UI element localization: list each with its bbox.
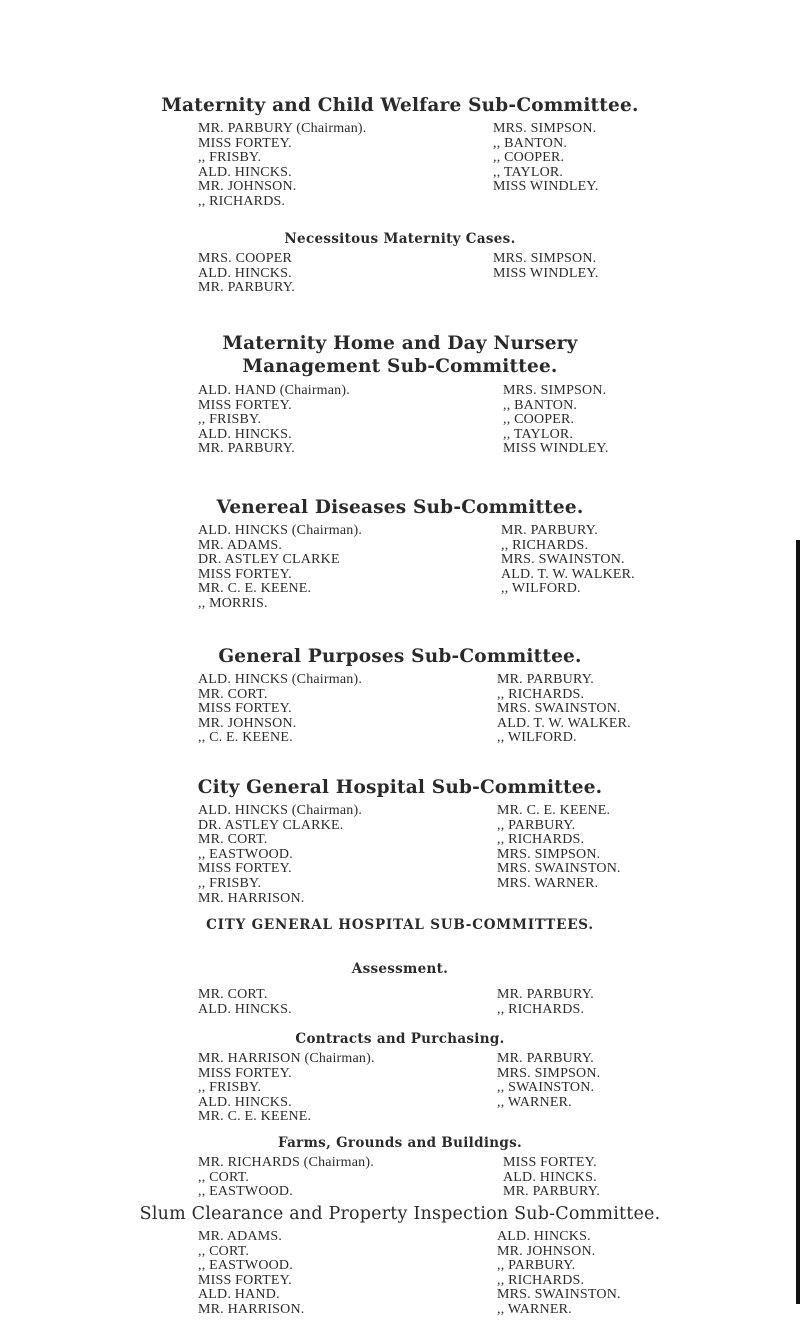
member-name: ,, EASTWOOD.: [198, 846, 293, 862]
member-name: ,, RICHARDS.: [497, 832, 585, 848]
member-name: MR. PARBURY.: [497, 987, 594, 1002]
member-name: ,, TAYLOR.: [503, 426, 574, 442]
member-name: ,, RICHARDS.: [497, 1272, 585, 1288]
member-name: MR. RICHARDS (Chairman).: [198, 1155, 374, 1170]
left-members: [198, 524, 362, 612]
right-members: [503, 384, 609, 457]
member-name: MR. PARBURY (Chairman).: [198, 121, 367, 136]
right-members: [497, 673, 631, 746]
member-name: ,, WILFORD.: [497, 730, 577, 746]
member-name: ALD. HINCKS (Chairman).: [198, 523, 363, 538]
member-name: MR. HARRISON.: [198, 890, 305, 906]
member-name: ,, SWAINSTON.: [497, 1080, 595, 1096]
section-heading: Maternity and Child Welfare Sub-Committee.: [161, 95, 639, 116]
member-name: ALD. HINCKS.: [198, 1001, 292, 1017]
slum-clearance-section: [0, 1202, 800, 1322]
member-name: ALD. HINCKS (Chairman).: [198, 803, 363, 818]
member-name: MR. JOHNSON.: [198, 179, 297, 195]
member-name: MRS. COOPER: [198, 251, 293, 266]
section-heading: General Purposes Sub-Committee.: [218, 646, 582, 667]
member-name: MRS. SWAINSTON.: [501, 552, 625, 568]
member-name: ALD. HAND (Chairman).: [198, 383, 350, 398]
member-columns: [0, 252, 800, 298]
section-heading: Assessment.: [351, 961, 449, 977]
member-columns: [0, 1156, 800, 1202]
maternity-home-section: [0, 332, 800, 460]
member-name: ALD. HINCKS.: [198, 1094, 292, 1110]
member-name: ,, FRISBY.: [198, 150, 262, 166]
member-name: MR. PARBURY.: [497, 672, 594, 687]
right-members: [497, 1230, 621, 1318]
member-name: MR. PARBURY.: [198, 441, 295, 457]
member-name: ,, BANTON.: [503, 397, 578, 413]
member-columns: [0, 804, 800, 910]
member-name: MISS FORTEY.: [198, 1272, 292, 1288]
member-name: ,, CORT.: [198, 1243, 250, 1259]
section-heading: CITY GENERAL HOSPITAL SUB-COMMITTEES.: [206, 917, 594, 933]
member-name: MR. CORT.: [198, 987, 268, 1002]
left-members: [198, 252, 295, 296]
member-name: MISS WINDLEY.: [493, 179, 599, 195]
venereal-diseases-section: [0, 496, 800, 616]
member-columns: [0, 524, 800, 616]
member-name: ,, WARNER.: [497, 1094, 572, 1110]
section-heading: Slum Clearance and Property Inspection Sub-Committee.: [139, 1204, 661, 1224]
member-name: ,, RICHARDS.: [497, 686, 585, 702]
member-name: ,, COOPER.: [503, 412, 575, 428]
necessitous-maternity-section: [0, 230, 800, 298]
member-name: ,, EASTWOOD.: [198, 1258, 293, 1274]
member-name: ,, WILFORD.: [501, 581, 581, 597]
member-name: MRS. SIMPSON.: [493, 121, 597, 136]
member-name: MISS FORTEY.: [198, 566, 292, 582]
member-name: MISS WINDLEY.: [493, 265, 599, 281]
section-heading: Farms, Grounds and Buildings.: [277, 1135, 522, 1151]
member-name: MRS. SIMPSON.: [503, 383, 607, 398]
member-name: MR. PARBURY.: [503, 1184, 600, 1200]
member-name: MRS. SWAINSTON.: [497, 861, 621, 877]
city-general-hospital-subcommittees-heading: [0, 916, 800, 934]
member-columns: [0, 988, 800, 1020]
member-name: MRS. SIMPSON.: [497, 846, 601, 862]
member-name: MR. HARRISON (Chairman).: [198, 1051, 375, 1066]
member-name: ,, PARBURY.: [497, 1258, 576, 1274]
member-columns: [0, 673, 800, 749]
farms-grounds-buildings-section: [0, 1134, 800, 1202]
left-members: [198, 804, 362, 906]
member-name: ,, RICHARDS.: [497, 1001, 585, 1017]
member-name: MRS. SWAINSTON.: [497, 1287, 621, 1303]
member-name: ,, FRISBY.: [198, 412, 262, 428]
member-name: MR. JOHNSON.: [497, 1243, 596, 1259]
member-name: ,, C. E. KEENE.: [198, 730, 293, 746]
member-name: ,, WARNER.: [497, 1301, 572, 1317]
section-heading: Venereal Diseases Sub-Committee.: [216, 497, 584, 518]
right-members: [493, 122, 599, 195]
member-name: ,, PARBURY.: [497, 817, 576, 833]
section-heading: Necessitous Maternity Cases.: [284, 231, 516, 247]
member-name: ,, EASTWOOD.: [198, 1184, 293, 1200]
member-name: ,, FRISBY.: [198, 875, 262, 891]
member-name: MR. C. E. KEENE.: [198, 581, 312, 597]
member-name: ALD. T. W. WALKER.: [501, 566, 635, 582]
member-name: MISS FORTEY.: [198, 1065, 292, 1081]
member-name: ,, FRISBY.: [198, 1080, 262, 1096]
member-name: ,, CORT.: [198, 1169, 250, 1185]
left-members: [198, 122, 366, 210]
member-columns: [0, 1230, 800, 1322]
member-name: ALD. HINCKS.: [198, 426, 292, 442]
member-name: MR. C. E. KEENE.: [198, 1109, 312, 1125]
left-members: [198, 1156, 374, 1200]
member-name: MR. HARRISON.: [198, 1301, 305, 1317]
member-columns: [0, 1052, 800, 1128]
general-purposes-section: [0, 645, 800, 749]
member-name: ,, TAYLOR.: [493, 164, 564, 180]
member-name: ALD. T. W. WALKER.: [497, 715, 631, 731]
member-name: MR. PARBURY.: [501, 523, 598, 538]
left-members: [198, 384, 350, 457]
member-name: ,, COOPER.: [493, 150, 565, 166]
section-heading-line-2: Management Sub-Committee.: [242, 356, 558, 377]
member-name: MISS FORTEY.: [503, 1155, 597, 1170]
member-name: ALD. HINCKS (Chairman).: [198, 672, 363, 687]
member-name: MR. PARBURY.: [497, 1051, 594, 1066]
member-name: ALD. HINCKS.: [497, 1229, 591, 1244]
member-name: MRS. SIMPSON.: [497, 1065, 601, 1081]
member-name: ALD. HAND.: [198, 1287, 280, 1303]
left-members: [198, 673, 362, 746]
member-name: DR. ASTLEY CLARKE: [198, 552, 340, 568]
member-name: MR. PARBURY.: [198, 280, 295, 296]
member-name: MR. ADAMS.: [198, 1229, 283, 1244]
member-columns: [0, 384, 800, 460]
member-name: MISS WINDLEY.: [503, 441, 609, 457]
maternity-child-welfare-section: [0, 94, 800, 214]
member-name: ALD. HINCKS.: [198, 164, 292, 180]
member-name: MISS FORTEY.: [198, 397, 292, 413]
section-heading: Contracts and Purchasing.: [295, 1031, 505, 1047]
city-general-hospital-section: [0, 776, 800, 910]
right-members: [501, 524, 635, 597]
right-members: [497, 804, 621, 892]
member-name: MR. CORT.: [198, 832, 268, 848]
member-name: MRS. WARNER.: [497, 875, 599, 891]
left-members: [198, 988, 292, 1017]
member-name: MISS FORTEY.: [198, 861, 292, 877]
member-name: ,, RICHARDS.: [198, 193, 286, 209]
left-members: [198, 1230, 304, 1318]
member-name: MISS FORTEY.: [198, 135, 292, 151]
member-name: ,, MORRIS.: [198, 595, 268, 611]
member-name: MR. ADAMS.: [198, 537, 283, 553]
section-heading: City General Hospital Sub-Committee.: [197, 777, 603, 798]
member-name: MR. JOHNSON.: [198, 715, 297, 731]
member-name: MISS FORTEY.: [198, 701, 292, 717]
member-name: ALD. HINCKS.: [198, 265, 292, 281]
assessment-section: [0, 960, 800, 1020]
left-members: [198, 1052, 375, 1125]
page-edge-shadow: [796, 540, 800, 1304]
right-members: [497, 1052, 600, 1110]
member-name: ALD. HINCKS.: [503, 1169, 597, 1185]
member-name: DR. ASTLEY CLARKE.: [198, 817, 344, 833]
member-name: MRS. SIMPSON.: [493, 251, 597, 266]
right-members: [493, 252, 599, 281]
member-columns: [0, 122, 800, 214]
member-name: MR. CORT.: [198, 686, 268, 702]
member-name: MR. C. E. KEENE.: [497, 803, 611, 818]
contracts-purchasing-section: [0, 1030, 800, 1128]
member-name: MRS. SWAINSTON.: [497, 701, 621, 717]
member-name: ,, RICHARDS.: [501, 537, 589, 553]
right-members: [497, 988, 594, 1017]
right-members: [503, 1156, 600, 1200]
section-heading-line-1: Maternity Home and Day Nursery: [222, 333, 578, 354]
member-name: ,, BANTON.: [493, 135, 568, 151]
